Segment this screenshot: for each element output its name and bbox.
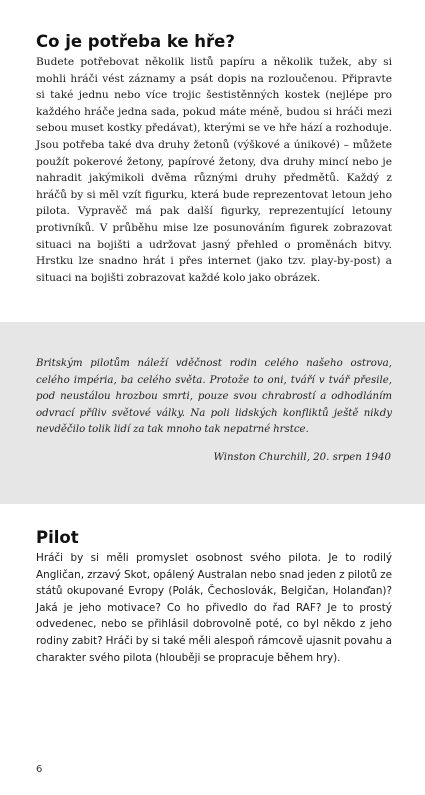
page-number: 6 (36, 764, 43, 775)
quote-box (0, 322, 425, 504)
section-pilot (36, 528, 392, 666)
quote-attribution: Winston Churchill, 20. srpen 1940 (213, 452, 391, 463)
quote-text: Britským pilotům náleží vděčnost rodin celého našeho ostrova, celého impéria, ba celého světa. Protože to oni, tváří v tvář přesile, pod neustálou hrozbou smrti, pouze svou chrabrostí a odhodláním odvrací příliv světové války. Na poli lidských konfliktů ještě nikdy nevděčilo tolik lidí za tak mnoho tak nepatrné hrstce. (36, 358, 392, 436)
section-heading-equipment: Co je potřeba ke hře? (36, 32, 235, 51)
section-heading-pilot: Pilot (36, 528, 79, 547)
section-body-equipment: Budete potřebovat několik listů papíru a několik tužek, aby si mohli hráči vést záznamy a psát dopis na rozloučenou. Připravte si také jednu nebo více trojic šestistěnných kostek (nejlépe pro každého hráče jedna sada, pokud máte méně, budou si hráči mezi sebou muset kostky předávat), kterými se ve hře hází a rozhoduje. Jsou potřeba také dva druhy žetonů (výškové a únikové) – můžete použít pokerové žetony, papírové žetony, dva druhy mincí nebo je nahradit jakýmikoli dvěma různými druhy předmětů. Každý z hráčů by si měl vzít figurku, která bude reprezentovat letoun jeho pilota. Vypravěč má pak další figurky, reprezentující letouny protivníků. V průběhu mise lze posunováním figurek zobrazovat situaci na bojišti a udržovat jasný přehled o proměnách bitvy. Hrstku lze snadno hrát i přes internet (jako tzv. play-by-post) a situaci na bojišti zobrazovat každé kolo jako obrázek. (36, 56, 392, 284)
section-equipment (36, 32, 392, 286)
section-body-pilot: Hráči by si měli promyslet osobnost svého pilota. Je to rodilý Angličan, zrzavý Skot, opálený Australan nebo snad jeden z pilotů ze států okupované Evropy (Polák, Čechoslovák, Belgičan, Holanďan)? Jaká je jeho motivace? Co ho přivedlo do řad RAF? Je to prostý odvedenec, nebo se přihlásil dobrovolně poté, co byl někdo z jeho rodiny zabit? Hráči by si také měli alespoň rámcově ujasnit povahu a charakter svého pilota (hlouběji se propracuje během hry). (36, 552, 392, 664)
